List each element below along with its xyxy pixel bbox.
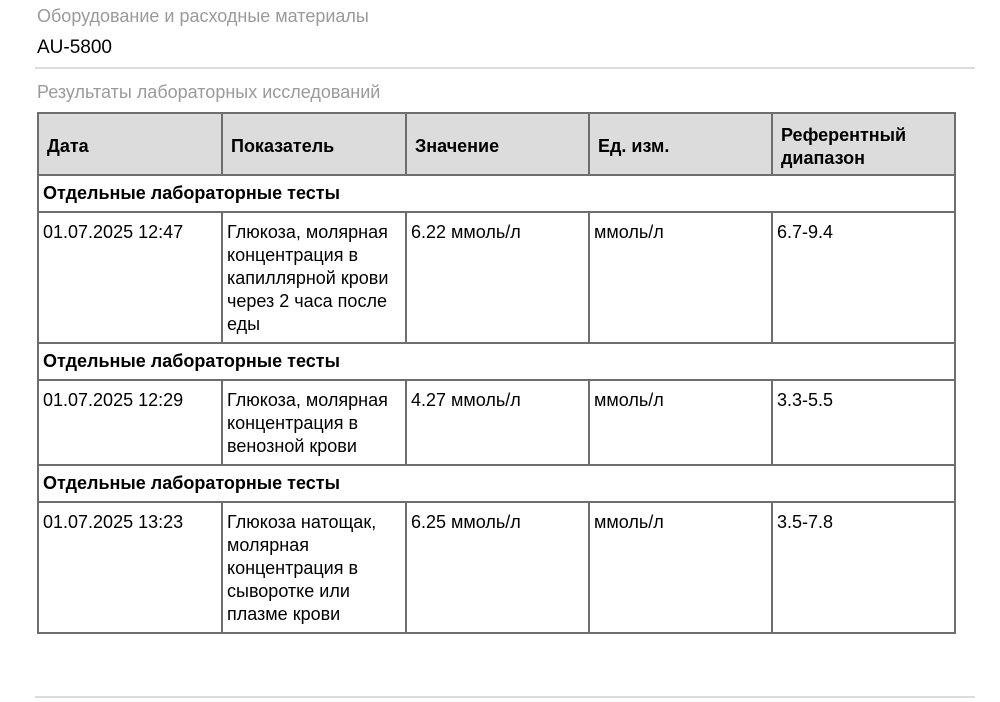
cell-value: 4.27 ммоль/л	[406, 380, 589, 465]
group-title: Отдельные лабораторные тесты	[38, 343, 955, 380]
equipment-value: AU-5800	[37, 37, 112, 58]
cell-date: 01.07.2025 12:29	[38, 380, 222, 465]
cell-reference-range: 6.7-9.4	[772, 212, 955, 343]
section-divider	[35, 67, 975, 69]
cell-unit: ммоль/л	[589, 502, 772, 633]
bottom-divider	[35, 696, 975, 698]
lab-results-section-label: Результаты лабораторных исследований	[37, 82, 381, 102]
cell-date: 01.07.2025 13:23	[38, 502, 222, 633]
group-title: Отдельные лабораторные тесты	[38, 465, 955, 502]
cell-unit: ммоль/л	[589, 380, 772, 465]
table-row	[38, 212, 955, 343]
column-header-value: Значение	[406, 113, 589, 175]
cell-value: 6.25 ммоль/л	[406, 502, 589, 633]
column-header-date: Дата	[38, 113, 222, 175]
cell-reference-range: 3.3-5.5	[772, 380, 955, 465]
cell-indicator: Глюкоза, молярная концентрация в капиллярной крови через 2 часа после еды	[222, 212, 406, 343]
lab-results-table	[37, 112, 956, 634]
cell-indicator: Глюкоза, молярная концентрация в венозной крови	[222, 380, 406, 465]
equipment-section-label: Оборудование и расходные материалы	[37, 6, 369, 26]
cell-indicator: Глюкоза натощак, молярная концентрация в сыворотке или плазме крови	[222, 502, 406, 633]
group-row	[38, 465, 955, 502]
group-title: Отдельные лабораторные тесты	[38, 175, 955, 212]
table-header-row	[38, 113, 955, 175]
cell-reference-range: 3.5-7.8	[772, 502, 955, 633]
group-row	[38, 343, 955, 380]
column-header-indicator: Показатель	[222, 113, 406, 175]
column-header-reference-range: Референтный диапазон	[772, 113, 955, 175]
table-row	[38, 502, 955, 633]
column-header-unit: Ед. изм.	[589, 113, 772, 175]
cell-date: 01.07.2025 12:47	[38, 212, 222, 343]
cell-value: 6.22 ммоль/л	[406, 212, 589, 343]
table-row	[38, 380, 955, 465]
group-row	[38, 175, 955, 212]
cell-unit: ммоль/л	[589, 212, 772, 343]
